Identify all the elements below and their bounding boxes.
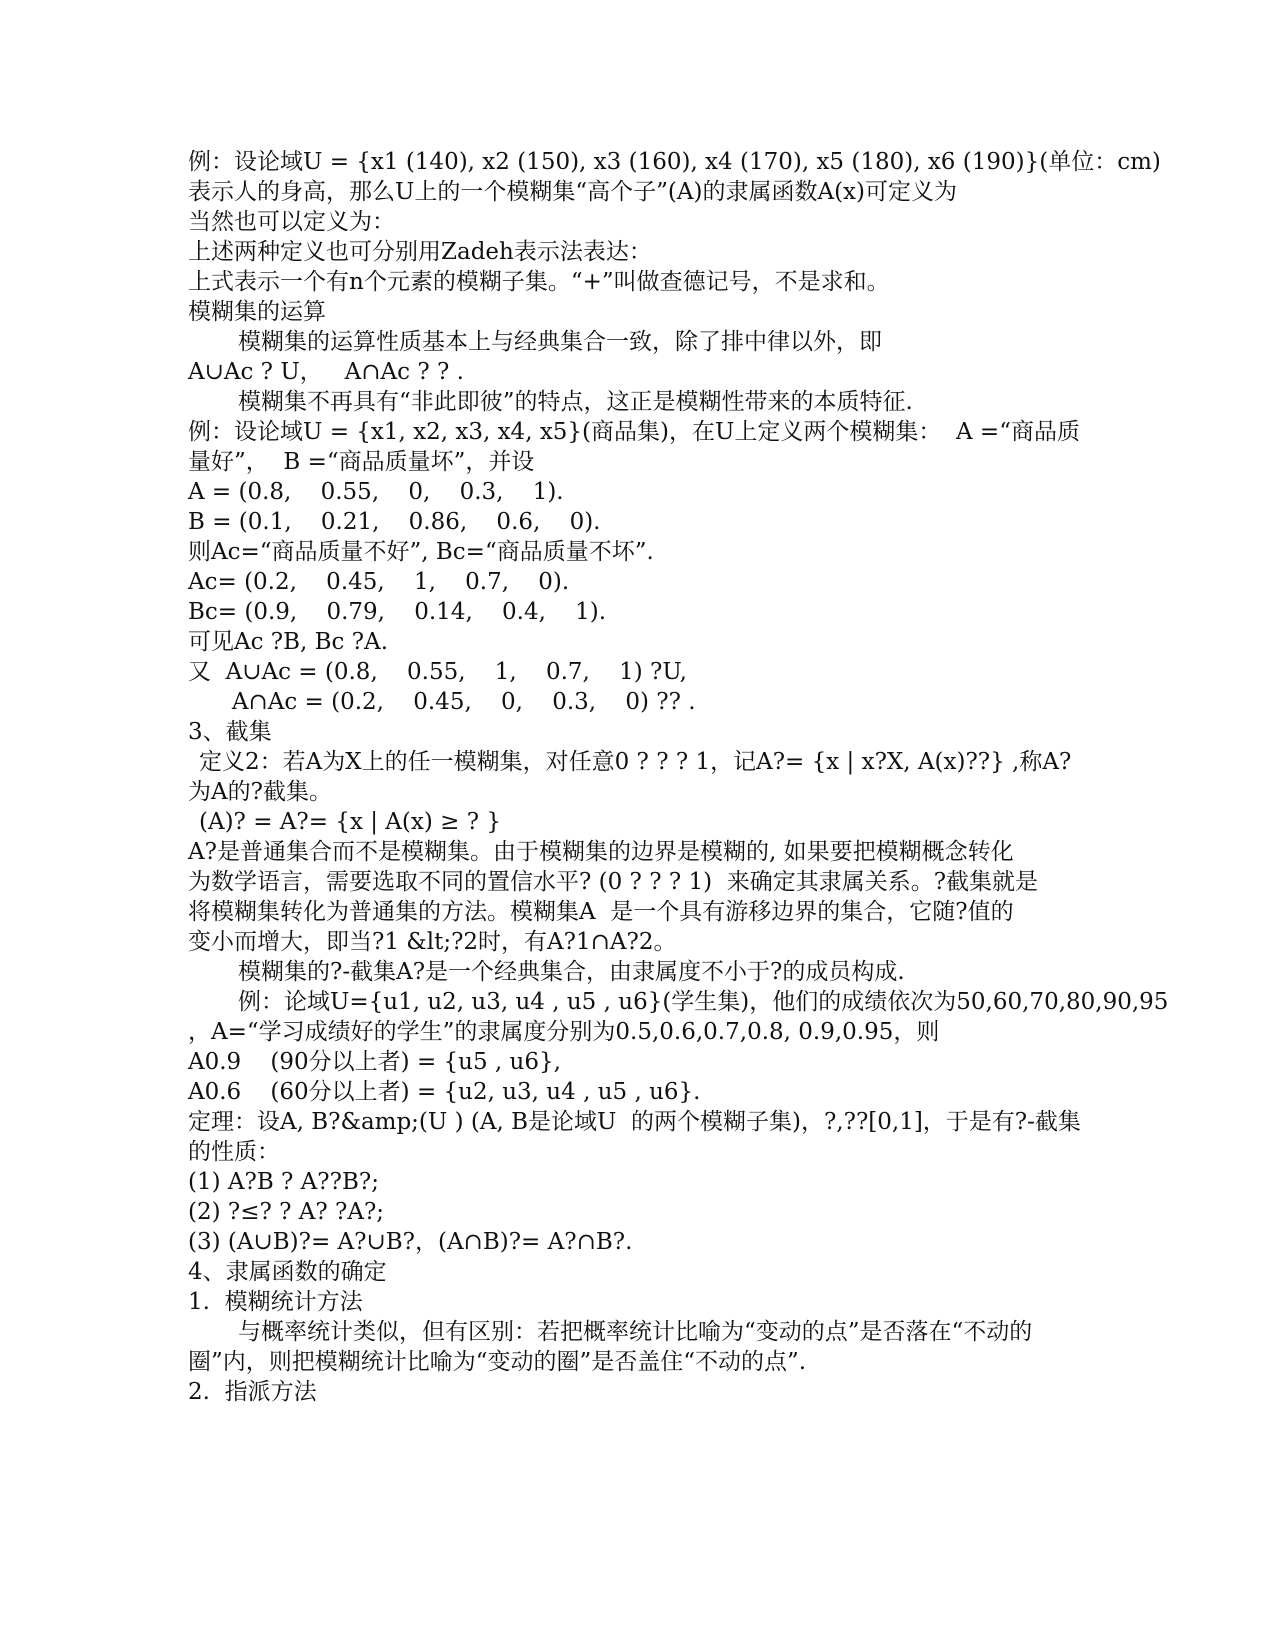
text-line: (1) A?B ? A??B?; (188, 1169, 379, 1195)
text-line: 为A的?截集。 (188, 779, 332, 805)
text-line: 1. 模糊统计方法 (188, 1289, 363, 1315)
text-line: 将模糊集转化为普通集的方法。模糊集A 是一个具有游移边界的集合，它随?值的 (188, 899, 1014, 925)
text-line: A∩Ac = (0.2, 0.45, 0, 0.3, 0) ?? . (188, 689, 696, 715)
text-line: 上述两种定义也可分别用Zadeh表示法表达： (188, 239, 652, 265)
text-line: 例：论域U={u1, u2, u3, u4 , u5 , u6}(学生集)，他们的成绩依次为50,60,70,80,90,95 (238, 989, 1169, 1015)
text-line: 当然也可以定义为： (188, 209, 395, 235)
text-line: (3) (A∪B)?= A?∪B?，(A∩B)?= A?∩B?. (188, 1229, 633, 1255)
text-line: 上式表示一个有n个元素的模糊子集。“+”叫做查德记号，不是求和。 (188, 269, 890, 295)
text-line: 变小而增大，即当?1 &lt;?2时，有A?1∩A?2。 (188, 929, 677, 955)
text-line: A?是普通集合而不是模糊集。由于模糊集的边界是模糊的, 如果要把模糊概念转化 (188, 839, 1014, 865)
text-line: Ac= (0.2, 0.45, 1, 0.7, 0). (188, 569, 570, 595)
text-line: 又 A∪Ac = (0.8, 0.55, 1, 0.7, 1) ?U, (188, 659, 687, 685)
text-line: 模糊集的?-截集A?是一个经典集合，由隶属度不小于?的成员构成. (238, 959, 905, 985)
text-line: 圈”内，则把模糊统计比喻为“变动的圈”是否盖住“不动的点”. (188, 1349, 807, 1375)
text-line: A∪Ac ? U， A∩Ac ? ? . (188, 359, 464, 385)
text-line: A = (0.8, 0.55, 0, 0.3, 1). (188, 479, 564, 505)
text-line: 4、隶属函数的确定 (188, 1259, 387, 1285)
text-line: 可见Ac ?B, Bc ?A. (188, 629, 389, 655)
text-line: 定理：设A, B?&amp;(U ) (A, B是论域U 的两个模糊子集)，?,??[0,1]，于是有?-截集 (188, 1109, 1081, 1135)
text-line: 则Ac=“商品质量不好”, Bc=“商品质量不坏”. (188, 539, 654, 565)
text-line: A0.9 (90分以上者) = {u5 , u6}, (188, 1049, 561, 1075)
text-line: 例：设论域U = {x1, x2, x3, x4, x5}(商品集)，在U上定义两个模糊集： A =“商品质 (188, 419, 1080, 445)
text-line: 定义2：若A为X上的任一模糊集，对任意0 ? ? ? 1，记A?= {x | x?X, A(x)??} ,称A? (199, 749, 1072, 775)
text-line: 的性质： (188, 1139, 280, 1165)
text-line: 3、截集 (188, 719, 272, 745)
text-line: A0.6 (60分以上者) = {u2, u3, u4 , u5 , u6}. (188, 1079, 701, 1105)
text-line: 模糊集不再具有“非此即彼”的特点，这正是模糊性带来的本质特征. (238, 389, 913, 415)
text-line: Bc= (0.9, 0.79, 0.14, 0.4, 1). (188, 599, 607, 625)
text-line: 2. 指派方法 (188, 1379, 317, 1405)
text-line: 例：设论域U = {x1 (140), x2 (150), x3 (160), x4 (170), x5 (180), x6 (190)}(单位：cm) (188, 149, 1161, 175)
text-line: (A)? = A?= {x | A(x) ≥ ? } (199, 809, 501, 835)
text-line: 量好”， B =“商品质量坏”，并设 (188, 449, 535, 475)
text-line: 模糊集的运算性质基本上与经典集合一致，除了排中律以外，即 (238, 329, 882, 355)
text-line: ，A=“学习成绩好的学生”的隶属度分别为0.5,0.6,0.7,0.8, 0.9,0.95，则 (188, 1019, 940, 1045)
text-line: 与概率统计类似，但有区别：若把概率统计比喻为“变动的点”是否落在“不动的 (238, 1319, 1033, 1345)
text-line: B = (0.1, 0.21, 0.86, 0.6, 0). (188, 509, 601, 535)
text-line: 为数学语言，需要选取不同的置信水平? (0 ? ? ? 1) 来确定其隶属关系。?截集就是 (188, 869, 1039, 895)
text-line: (2) ?≤? ? A? ?A?; (188, 1199, 385, 1225)
text-line: 模糊集的运算 (188, 299, 326, 325)
text-line: 表示人的身高，那么U上的一个模糊集“高个子”(A)的隶属函数A(x)可定义为 (188, 179, 957, 205)
document-body (188, 147, 1169, 1407)
